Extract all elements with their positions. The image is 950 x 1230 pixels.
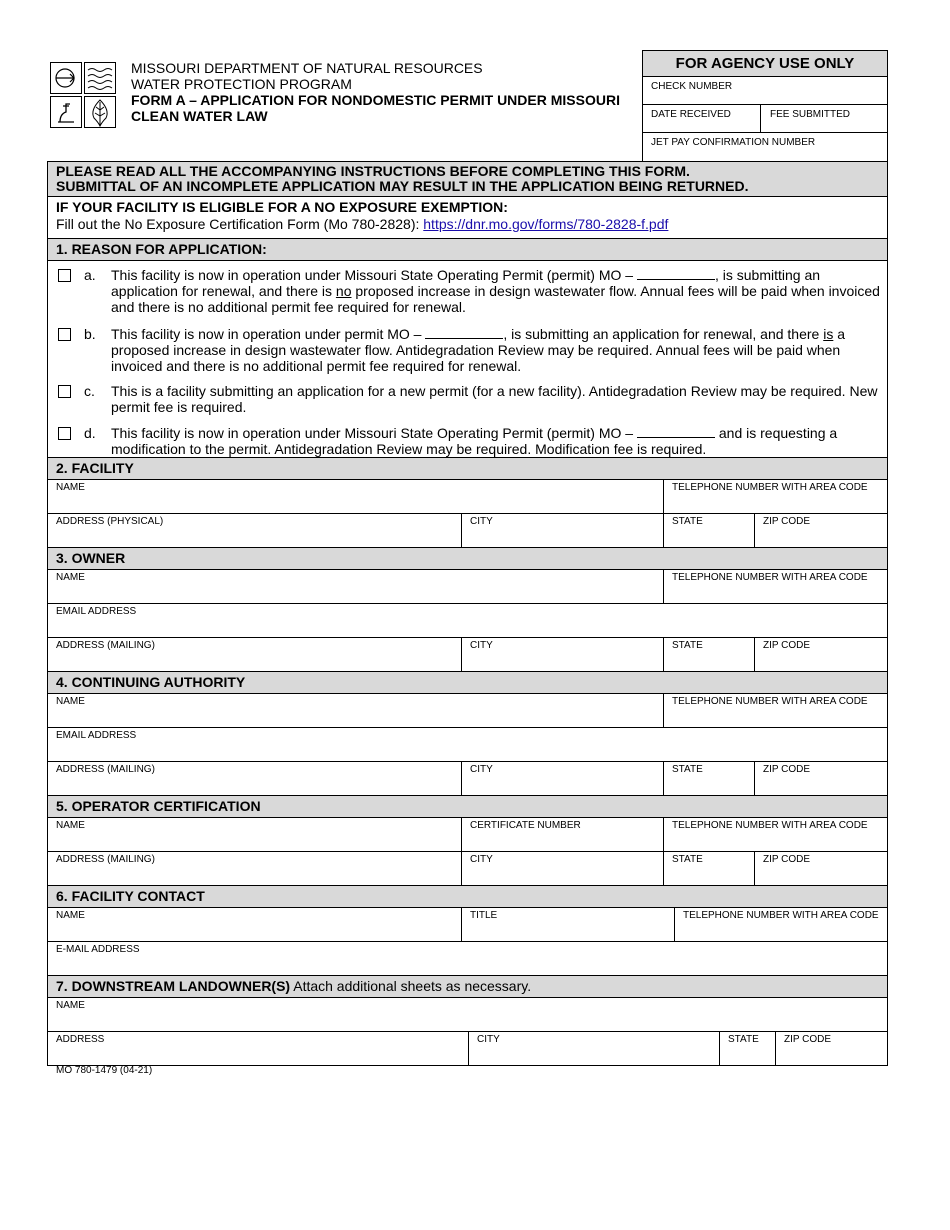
agency-use-title: FOR AGENCY USE ONLY	[643, 51, 887, 77]
field-label: STATE	[672, 640, 703, 651]
section-3-header: 3. OWNER	[48, 548, 887, 570]
section-6-header: 6. FACILITY CONTACT	[48, 886, 887, 908]
authority-phone-field[interactable]	[663, 694, 887, 727]
field-label: ZIP CODE	[763, 764, 811, 775]
section-7-header	[48, 976, 887, 998]
permit-number-blank-b[interactable]	[425, 326, 503, 339]
form-number: MO 780-1479 (04-21)	[56, 1065, 153, 1076]
authority-zip-field[interactable]	[754, 762, 887, 795]
field-label: ZIP CODE	[763, 854, 811, 865]
reason-option-d	[48, 419, 887, 457]
form-header	[131, 60, 620, 124]
field-label: CITY	[470, 854, 493, 865]
fee-submitted-label: FEE SUBMITTED	[770, 109, 851, 120]
reason-c-checkbox[interactable]	[58, 385, 71, 398]
reason-c-letter: c.	[84, 383, 95, 399]
field-label: NAME	[56, 696, 85, 707]
section-1-header: 1. REASON FOR APPLICATION:	[48, 239, 887, 261]
authority-email-field[interactable]	[48, 728, 887, 761]
application-form	[47, 161, 888, 1066]
check-number-label: CHECK NUMBER	[651, 81, 733, 92]
jet-pay-label: JET PAY CONFIRMATION NUMBER	[651, 137, 816, 148]
facility-state-field[interactable]	[663, 514, 754, 547]
field-label: TITLE	[470, 910, 498, 921]
field-label: ADDRESS	[56, 1034, 105, 1045]
check-number-field[interactable]	[643, 77, 887, 105]
field-label: NAME	[56, 572, 85, 583]
field-label: NAME	[56, 910, 85, 921]
certificate-number-field[interactable]	[461, 818, 664, 851]
jet-pay-field[interactable]	[643, 133, 887, 161]
operator-address-field[interactable]	[48, 852, 461, 885]
authority-name-field[interactable]	[48, 694, 663, 727]
contact-email-field[interactable]	[48, 942, 887, 975]
reason-a-letter: a.	[84, 267, 96, 283]
facility-zip-field[interactable]	[754, 514, 887, 547]
reason-option-b	[48, 320, 887, 377]
field-label: EMAIL ADDRESS	[56, 730, 137, 741]
owner-email-field[interactable]	[48, 604, 887, 637]
field-label: NAME	[56, 1000, 85, 1011]
reason-option-c	[48, 377, 887, 419]
field-label: TELEPHONE NUMBER WITH AREA CODE	[672, 482, 868, 493]
agency-use-box	[642, 50, 888, 162]
authority-city-field[interactable]	[461, 762, 664, 795]
form-title-line-2: CLEAN WATER LAW	[131, 108, 268, 124]
operator-phone-field[interactable]	[663, 818, 887, 851]
reason-b-checkbox[interactable]	[58, 328, 71, 341]
no-exposure-exemption	[48, 197, 887, 239]
landowner-state-field[interactable]	[719, 1032, 775, 1065]
field-label: NAME	[56, 482, 85, 493]
contact-phone-field[interactable]	[674, 908, 887, 941]
reason-a-checkbox[interactable]	[58, 269, 71, 282]
reason-b-part-1: This facility is now in operation under permit MO –	[111, 326, 426, 342]
field-label: NAME	[56, 820, 85, 831]
reason-d-letter: d.	[84, 425, 96, 441]
notice-line-1: PLEASE READ ALL THE ACCOMPANYING INSTRUCTIONS BEFORE COMPLETING THIS FORM.	[56, 163, 690, 179]
field-label: ZIP CODE	[763, 640, 811, 651]
facility-name-field[interactable]	[48, 480, 663, 513]
facility-phone-field[interactable]	[663, 480, 887, 513]
landowner-address-field[interactable]	[48, 1032, 468, 1065]
no-exposure-form-link[interactable]: https://dnr.mo.gov/forms/780-2828-f.pdf	[423, 216, 669, 232]
program-name: WATER PROTECTION PROGRAM	[131, 76, 352, 92]
owner-state-field[interactable]	[663, 638, 754, 671]
section-7-title: 7. DOWNSTREAM LANDOWNER(S)	[56, 978, 291, 994]
field-label: ADDRESS (MAILING)	[56, 640, 155, 651]
field-label: ZIP CODE	[763, 516, 811, 527]
operator-city-field[interactable]	[461, 852, 664, 885]
owner-name-field[interactable]	[48, 570, 663, 603]
field-label: STATE	[728, 1034, 759, 1045]
permit-number-blank-a[interactable]	[637, 267, 715, 280]
fee-submitted-field[interactable]	[761, 105, 887, 132]
field-label: EMAIL ADDRESS	[56, 606, 137, 617]
field-label: CITY	[477, 1034, 500, 1045]
operator-zip-field[interactable]	[754, 852, 887, 885]
facility-address-field[interactable]	[48, 514, 461, 547]
section-4-header: 4. CONTINUING AUTHORITY	[48, 672, 887, 694]
reason-b-emphasis: is	[823, 326, 834, 342]
section-7-note: Attach additional sheets as necessary.	[290, 978, 532, 994]
field-label: TELEPHONE NUMBER WITH AREA CODE	[672, 696, 868, 707]
field-label: ADDRESS (MAILING)	[56, 854, 155, 865]
field-label: CERTIFICATE NUMBER	[470, 820, 581, 831]
reason-b-part-3: a proposed increase in design wastewater flow. Antidegradation Review may be required. Annual fees will be paid when invoiced and there is no additional permit fee required for renewal.	[111, 326, 846, 374]
reason-b-letter: b.	[84, 326, 96, 342]
field-label: STATE	[672, 516, 703, 527]
owner-address-field[interactable]	[48, 638, 461, 671]
reason-d-part-2: and is requesting a modification to the permit. Antidegradation Review may be required. Modification fee is required.	[111, 425, 838, 457]
field-label: ADDRESS (MAILING)	[56, 764, 155, 775]
field-label: ZIP CODE	[784, 1034, 832, 1045]
authority-address-field[interactable]	[48, 762, 461, 795]
department-name: MISSOURI DEPARTMENT OF NATURAL RESOURCES	[131, 60, 483, 76]
reason-a-part-3: proposed increase in design wastewater flow. Annual fees will be paid when invoiced and there is no additional permit fee required for renewal.	[111, 283, 880, 315]
field-label: TELEPHONE NUMBER WITH AREA CODE	[683, 910, 879, 921]
reason-d-checkbox[interactable]	[58, 427, 71, 440]
reason-a-part-2: , is submitting an application for renewal, and there is	[111, 267, 821, 299]
reason-d-text	[111, 425, 881, 457]
reason-a-text	[111, 267, 881, 315]
permit-number-blank-d[interactable]	[637, 425, 715, 438]
operator-name-field[interactable]	[48, 818, 461, 851]
instructions-notice	[48, 162, 887, 197]
reason-d-part-1: This facility is now in operation under Missouri State Operating Permit (permit) MO –	[111, 425, 637, 441]
facility-city-field[interactable]	[461, 514, 664, 547]
dnr-logo	[50, 62, 116, 128]
section-5-header: 5. OPERATOR CERTIFICATION	[48, 796, 887, 818]
authority-state-field[interactable]	[663, 762, 754, 795]
field-label: CITY	[470, 640, 493, 651]
notice-line-2: SUBMITTAL OF AN INCOMPLETE APPLICATION MAY RESULT IN THE APPLICATION BEING RETURNED.	[56, 178, 749, 194]
contact-title-field[interactable]	[461, 908, 675, 941]
contact-name-field[interactable]	[48, 908, 461, 941]
reason-option-a	[48, 261, 887, 320]
reason-b-text	[111, 326, 881, 374]
field-label: CITY	[470, 764, 493, 775]
reason-a-part-1: This facility is now in operation under Missouri State Operating Permit (permit) MO –	[111, 267, 637, 283]
field-label: ADDRESS (PHYSICAL)	[56, 516, 164, 527]
field-label: STATE	[672, 764, 703, 775]
date-received-field[interactable]	[643, 105, 760, 132]
exemption-heading: IF YOUR FACILITY IS ELIGIBLE FOR A NO EXPOSURE EXEMPTION:	[56, 199, 508, 215]
reason-b-part-2: , is submitting an application for renewal, and there	[503, 326, 824, 342]
section-2-header: 2. FACILITY	[48, 457, 887, 480]
exemption-text: Fill out the No Exposure Certification Form (Mo 780-2828):	[56, 216, 424, 232]
owner-phone-field[interactable]	[663, 570, 887, 603]
operator-state-field[interactable]	[663, 852, 754, 885]
field-label: CITY	[470, 516, 493, 527]
landowner-city-field[interactable]	[468, 1032, 720, 1065]
date-received-label: DATE RECEIVED	[651, 109, 731, 120]
reason-a-emphasis: no	[335, 283, 352, 299]
landowner-name-field[interactable]	[48, 998, 887, 1031]
field-label: TELEPHONE NUMBER WITH AREA CODE	[672, 820, 868, 831]
form-title-line-1: FORM A – APPLICATION FOR NONDOMESTIC PERMIT UNDER MISSOURI	[131, 92, 620, 108]
field-label: E-MAIL ADDRESS	[56, 944, 140, 955]
reason-c-text: This is a facility submitting an application for a new permit (for a new facility). Antidegradation Review may be required. New permit fee is required.	[111, 383, 878, 415]
owner-zip-field[interactable]	[754, 638, 887, 671]
owner-city-field[interactable]	[461, 638, 664, 671]
landowner-zip-field[interactable]	[775, 1032, 887, 1065]
field-label: STATE	[672, 854, 703, 865]
field-label: TELEPHONE NUMBER WITH AREA CODE	[672, 572, 868, 583]
